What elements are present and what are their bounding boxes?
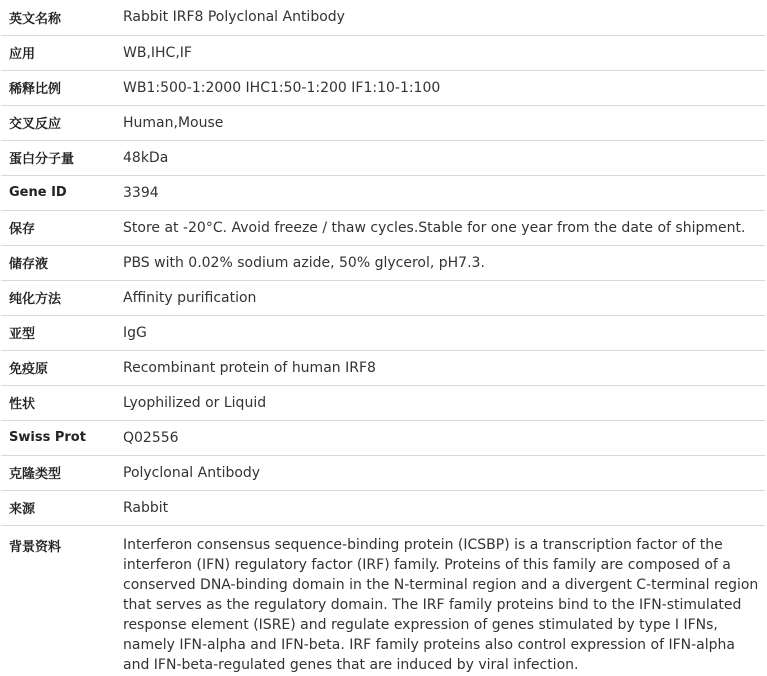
- spec-row-form: [1, 385, 765, 420]
- spec-label: 储存液: [1, 245, 115, 280]
- spec-value: 48kDa: [115, 140, 765, 175]
- spec-label: Swiss Prot: [1, 420, 115, 455]
- spec-row-background: [1, 525, 765, 675]
- spec-value: Rabbit IRF8 Polyclonal Antibody: [115, 0, 765, 35]
- spec-label: Gene ID: [1, 175, 115, 210]
- spec-row-cross-reactivity: [1, 105, 765, 140]
- spec-row-swiss-prot: [1, 420, 765, 455]
- spec-value: WB1:500-1:2000 IHC1:50-1:200 IF1:10-1:100: [115, 70, 765, 105]
- spec-label: 来源: [1, 490, 115, 525]
- spec-row-storage-buffer: [1, 245, 765, 280]
- spec-row-molecular-weight: [1, 140, 765, 175]
- spec-value: PBS with 0.02% sodium azide, 50% glycerol, pH7.3.: [115, 245, 765, 280]
- spec-value: Rabbit: [115, 490, 765, 525]
- spec-row-isotype: [1, 315, 765, 350]
- spec-value: Recombinant protein of human IRF8: [115, 350, 765, 385]
- product-spec-table: [1, 0, 765, 675]
- spec-label: 免疫原: [1, 350, 115, 385]
- spec-label: 交叉反应: [1, 105, 115, 140]
- spec-value: 3394: [115, 175, 765, 210]
- spec-row-dilution: [1, 70, 765, 105]
- spec-value: Lyophilized or Liquid: [115, 385, 765, 420]
- spec-label: 蛋白分子量: [1, 140, 115, 175]
- spec-label: 亚型: [1, 315, 115, 350]
- spec-row-application: [1, 35, 765, 70]
- spec-value: Store at -20°C. Avoid freeze / thaw cycles.Stable for one year from the date of shipment.: [115, 210, 765, 245]
- spec-row-gene-id: [1, 175, 765, 210]
- spec-label: 保存: [1, 210, 115, 245]
- spec-value: Human,Mouse: [115, 105, 765, 140]
- spec-value: Polyclonal Antibody: [115, 455, 765, 490]
- spec-label: 应用: [1, 35, 115, 70]
- spec-row-storage: [1, 210, 765, 245]
- spec-row-clonality: [1, 455, 765, 490]
- spec-label: 英文名称: [1, 0, 115, 35]
- spec-value: Affinity purification: [115, 280, 765, 315]
- spec-value: Interferon consensus sequence-binding protein (ICSBP) is a transcription factor of the interferon (IFN) regulatory factor (IRF) family. Proteins of this family are composed of a conserved DNA-binding domain in the N-terminal region and a divergent C-terminal region that serves as the regulatory domain. The IRF family proteins bind to the IFN-stimulated response element (ISRE) and regulate expression of genes stimulated by type I IFNs, namely IFN-alpha and IFN-beta. IRF family proteins also control expression of IFN-alpha and IFN-beta-regulated genes that are induced by viral infection.: [123, 536, 759, 673]
- spec-label: 稀释比例: [1, 70, 115, 105]
- spec-value: IgG: [115, 315, 765, 350]
- spec-value: Q02556: [115, 420, 765, 455]
- spec-row-purification: [1, 280, 765, 315]
- spec-row-immunogen: [1, 350, 765, 385]
- spec-label: 性状: [1, 385, 115, 420]
- spec-row-english-name: [1, 0, 765, 35]
- spec-label: 克隆类型: [1, 455, 115, 490]
- spec-label: 背景资料: [9, 539, 62, 555]
- spec-row-host: [1, 490, 765, 525]
- spec-label: 纯化方法: [1, 280, 115, 315]
- spec-value: WB,IHC,IF: [115, 35, 765, 70]
